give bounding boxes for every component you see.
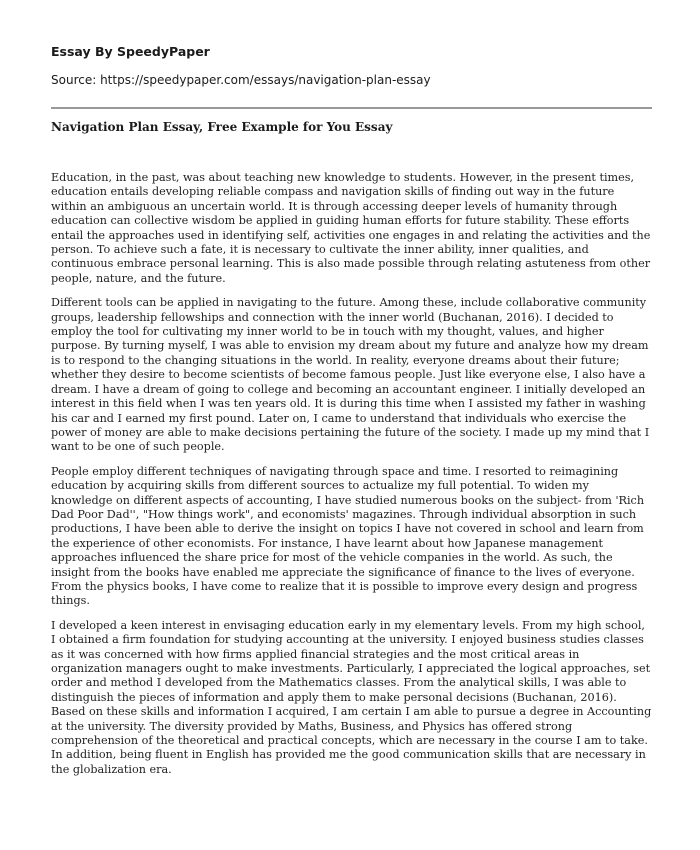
- essay-paragraph-2: Different tools can be applied in navigating to the future. Among these, include collaborative community groups, leadership fellowships and connection with the inner world (Buchanan, 2016). I decided to employ the tool for cultivating my inner world to be in touch with my thought, values, and higher purpose. By turning myself, I was able to envision my dream about my future and analyze how my dream is to respond to the changing situations in the world. In reality, everyone dreams about their future; whether they desire to become scientists of become famous people. Just like everyone else, I also have a dream. I have a dream of going to college and becoming an accountant engineer. I initially developed an interest in this field when I was ten years old. It is during this time when I assisted my father in washing his car and I earned my first pound. Later on, I came to understand that individuals who exercise the power of money are able to make decisions pertaining the future of the society. I made up my mind that I want to be one of such people.: [51, 296, 650, 454]
- document-header-title: Essay By SpeedyPaper: [51, 44, 210, 59]
- header-divider: [51, 107, 652, 109]
- essay-paragraph-3: People employ different techniques of navigating through space and time. I resorted to reimagining education by acquiring skills from different sources to actualize my full potential. To widen my knowledge on different aspects of accounting, I have studied numerous books on the subject- from 'Rich Dad Poor Dad'', "How things work", and economists' magazines. Through individual absorption in such productions, I have been able to derive the insight on topics I have not covered in school and learn from the experience of other economists. For instance, I have learnt about how Japanese management approaches influenced the share price for most of the vehicle companies in the world. As such, the insight from the books have enabled me appreciate the significance of finance to the lives of everyone. From the physics books, I have come to realize that it is possible to improve every design and progress things.: [51, 464, 645, 608]
- essay-paragraph-4: I developed a keen interest in envisaging education early in my elementary levels. From my high school, I obtained a firm foundation for studying accounting at the university. I enjoyed business studies classes as it was concerned with how firms applied financial strategies and the most critical areas in organization managers ought to make investments. Particularly, I appreciated the logical approaches, set order and method I developed from the Mathematics classes. From the analytical skills, I was able to distinguish the pieces of information and apply them to make personal decisions (Buchanan, 2016). Based on these skills and information I acquired, I am certain I am able to pursue a degree in Accounting at the university. The diversity provided by Maths, Business, and Physics has offered strong comprehension of the theoretical and practical concepts, which are necessary in the course I am to take. In addition, being fluent in English has provided me the good communication skills that are necessary in the globalization era.: [51, 618, 652, 776]
- essay-paragraph-1: Education, in the past, was about teaching new knowledge to students. However, in the present times, education entails developing reliable compass and navigation skills of finding out way in the future within an ambiguous an uncertain world. It is through accessing deeper levels of humanity through education can collective wisdom be applied in guiding human efforts for future stability. These efforts entail the approaches used in identifying self, activities one engages in and relating the activities and the person. To achieve such a fate, it is necessary to cultivate the inner ability, inner qualities, and continuous embrace personal learning. This is also made possible through relating astuteness from other people, nature, and the future.: [51, 171, 651, 285]
- source-line: Source: https://speedypaper.com/essays/navigation-plan-essay: [51, 73, 431, 87]
- essay-title: Navigation Plan Essay, Free Example for You Essay: [51, 120, 393, 134]
- essay-body: [51, 171, 652, 787]
